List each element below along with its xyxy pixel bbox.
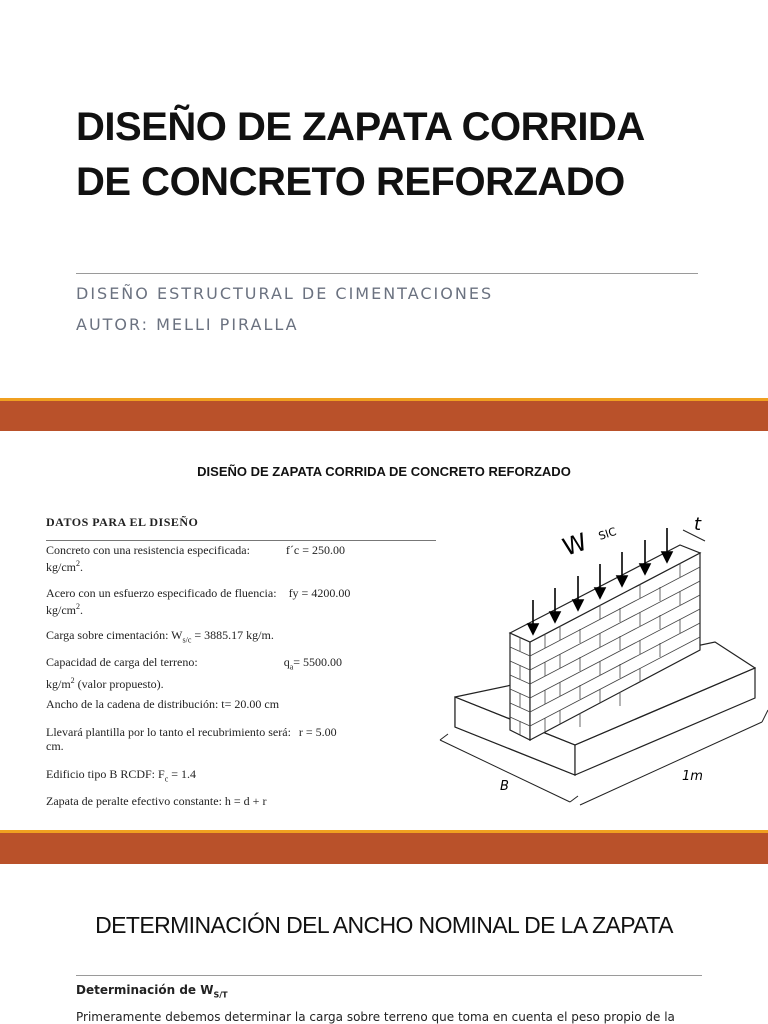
data-item-edificio: Edificio tipo B RCDF: $F_c = 1.4$ <box>46 767 197 784</box>
data-item-ancho: Ancho de la cadena de distribución: t= 20.00 cm <box>46 697 280 711</box>
thickness-label: t <box>694 514 702 535</box>
divider <box>76 975 702 976</box>
load-label: W <box>559 527 591 562</box>
slide-title: DISEÑO DE ZAPATA CORRIDA DE CONCRETO REFORZADO <box>197 464 571 479</box>
data-item-concreto: Concreto con una resistencia especificada: f´c = 250.00 $kg/cm^2$. <box>46 543 345 574</box>
width-label: B <box>500 779 509 794</box>
load-subscript: SIC <box>596 524 618 543</box>
page-title <box>76 100 736 210</box>
data-item-capacidad: Capacidad de carga del terreno: $q_a= 5500.00$ $kg/m^2$ (valor propuesto). <box>46 655 343 692</box>
divider <box>46 540 436 541</box>
data-item-acero: Acero con un esfuerzo especificado de fluencia: fy = 4200.00 $kg/cm^2$. <box>46 586 351 617</box>
data-item-carga: Carga sobre cimentación: $W_{s/c} = 3885.17$ kg/m. <box>46 628 274 645</box>
data-item-zapata: Zapata de peralte efectivo constante: h = d + r <box>46 794 267 808</box>
data-item-plantilla: Llevará plantilla por lo tanto el recubrimiento será: r = 5.00 cm. <box>46 725 337 753</box>
section-heading: Determinación de $W_{S/T}$ <box>76 983 228 1000</box>
title-line-2: DE CONCRETO REFORZADO <box>76 160 625 204</box>
subtitle: DISEÑO ESTRUCTURAL DE CIMENTACIONES <box>76 284 494 303</box>
footing-diagram <box>430 505 768 825</box>
body-text: Primeramente debemos determinar la carga sobre terreno que toma en cuenta el peso propio de la <box>76 1010 675 1024</box>
slide-title: DETERMINACIÓN DEL ANCHO NOMINAL DE LA ZAPATA <box>95 912 673 938</box>
divider <box>76 273 698 274</box>
title-line-1: DISEÑO DE ZAPATA CORRIDA <box>76 105 645 149</box>
slide-separator-band <box>0 401 768 431</box>
slide-separator-band <box>0 833 768 864</box>
author-line: AUTOR: MELLI PIRALLA <box>76 315 299 334</box>
section-heading: DATOS PARA EL DISEÑO <box>46 515 199 529</box>
length-label: 1m <box>682 769 703 784</box>
